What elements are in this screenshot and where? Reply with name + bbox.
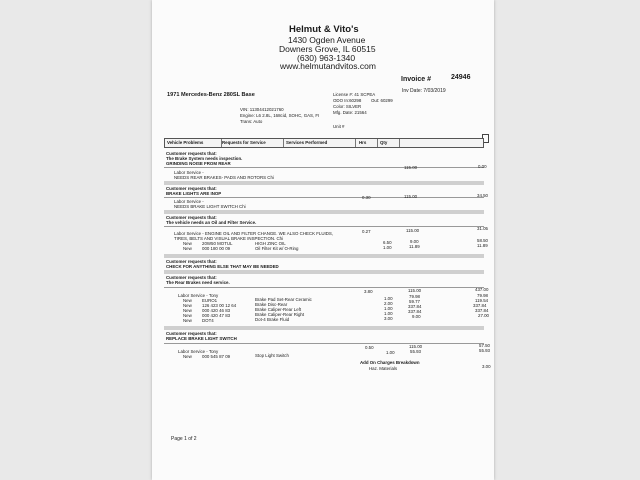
part-price: 59.77 (409, 299, 420, 304)
section-problem: REPLACE BRAKE LIGHT SWITCH (166, 336, 237, 341)
section-request: Customer requests that: (166, 331, 217, 336)
labor-total: 57.50 (479, 343, 490, 348)
add-on-amount: 3.00 (482, 364, 491, 369)
section-problem: The vehicle needs an Oil and Filter Service. (166, 220, 257, 225)
section-request: Customer requests that: (166, 186, 217, 191)
labor-rate: 115.00 (406, 228, 420, 233)
section-problem: CHECK FOR ANYTHING ELSE THAT MAY BE NEEDED (166, 264, 279, 269)
part-status: New (183, 303, 192, 308)
shop-phone: (630) 963-1340 (297, 53, 356, 63)
part-price: 55.93 (410, 349, 421, 354)
labor-hrs: 0.50 (365, 345, 374, 350)
labor-service: TIRES, BELTS AND VISUAL BRAKE INSPECTION. Chi (174, 236, 284, 241)
part-number: 000 420 47 83 (202, 313, 231, 318)
part-price: 79.98 (409, 294, 420, 299)
part-price: 9.00 (410, 239, 419, 244)
labor-hrs: 0.27 (362, 229, 371, 234)
invoice-date: Inv Date: 7/03/2019 (402, 88, 446, 94)
part-number: DOT4 (202, 318, 214, 323)
part-total: 119.54 (475, 298, 489, 303)
section-request: Customer requests that: (166, 215, 217, 220)
part-qty: 2.00 (384, 301, 393, 306)
vehicle-engine: Engine: L6 2.8L, 168cid, SOHC, GAS, FI (240, 113, 320, 118)
part-desc: Brake Disc-Rear (255, 302, 288, 307)
labor-service: Labor Service - Tony (178, 349, 219, 354)
part-status: New (183, 313, 192, 318)
col-services: Services Performed (286, 140, 328, 145)
labor-service: Labor Service - (174, 170, 204, 175)
labor-total: 437.00 (475, 287, 489, 292)
part-qty: 1.00 (384, 311, 393, 316)
part-total: 58.50 (477, 238, 488, 243)
section-problem: BRAKE LIGHTS ARE INOP (166, 191, 222, 196)
part-price: 11.89 (409, 244, 420, 249)
part-status: New (183, 241, 192, 246)
shop-address: 1430 Ogden Avenue (288, 35, 366, 45)
part-total: 337.84 (475, 308, 489, 313)
part-desc: HIGH ZINC OIL (255, 241, 286, 246)
col-qty: Qty (380, 140, 388, 145)
part-qty: 1.00 (383, 245, 392, 250)
shop-website: www.helmutandvitos.com (280, 61, 376, 71)
invoice-number: 24946 (451, 74, 471, 81)
labor-detail: NEEDS BRAKE LIGHT SWITCH Chi (174, 204, 246, 209)
labor-rate: 115.00 (404, 165, 418, 170)
part-number: 000 545 87 09 (202, 354, 231, 359)
part-status: New (183, 318, 192, 323)
labor-rate: 115.00 (404, 194, 418, 199)
part-number: 000 420 46 83 (202, 308, 231, 313)
part-status: New (183, 298, 192, 303)
section-problem: The Brake System needs inspection. (166, 156, 243, 161)
labor-rate: 115.00 (409, 344, 423, 349)
labor-hrs: 3.80 (364, 289, 373, 294)
part-qty: 1.00 (384, 296, 393, 301)
part-qty: 1.00 (384, 306, 393, 311)
part-desc: Brake Caliper-Rear Right (255, 312, 305, 317)
part-qty: 6.50 (383, 240, 392, 245)
labor-total: 31.05 (477, 226, 488, 231)
col-hrs: Hrs (359, 140, 367, 145)
part-desc: Oil Filter Kit w/ O-Ring (255, 246, 299, 251)
labor-service: Labor Service - ENGINE OIL AND FILTER CHANGE. WE ALSO CHECK FLUIDS, (174, 231, 334, 236)
page-indicator: Page 1 of 2 (171, 436, 197, 442)
part-price: 337.84 (408, 309, 422, 314)
part-qty: 1.00 (386, 350, 395, 355)
section-request: Customer requests that: (166, 151, 217, 156)
vehicle-title: 1971 Mercedes-Benz 280SL Base (167, 92, 255, 98)
labor-total: 34.50 (477, 193, 488, 198)
col-requests: Requests for Service (222, 140, 266, 145)
section-request: Customer requests that: (166, 275, 217, 280)
labor-detail: NEEDS REAR BRAKES- PADS AND ROTORS Chi (174, 175, 274, 180)
vehicle-color: Color: SILVER (333, 104, 362, 109)
add-on-label: Haz. Materials (369, 366, 398, 371)
vehicle-vin: VIN: 11304412021760 (240, 107, 284, 112)
part-total: 79.98 (477, 293, 488, 298)
vehicle-trans: Trans: Auto (240, 119, 263, 124)
vehicle-odo-in: ODO In:60298 (333, 98, 362, 103)
part-status: New (183, 308, 192, 313)
section-request: Customer requests that: (166, 259, 217, 264)
part-price: 9.00 (412, 314, 421, 319)
part-desc: Brake Pad Set-Rear Ceramic (255, 297, 312, 302)
col-vehicle-problems: Vehicle Problems (167, 140, 204, 145)
section-problem: The Rear Brakes need service. (166, 280, 230, 285)
part-number: 126 423 00 12 64 (202, 303, 237, 308)
part-qty: 3.00 (384, 316, 393, 321)
vehicle-unit: Unit # (333, 124, 345, 129)
part-desc: Stop Light Switch (255, 353, 289, 358)
labor-hrs: 0.30 (362, 195, 371, 200)
part-total: 337.84 (473, 303, 487, 308)
labor-service: Labor Service - (174, 199, 204, 204)
vehicle-license: License #: 41 SCPEA (333, 92, 376, 97)
labor-rate: 115.00 (408, 288, 422, 293)
labor-service: Labor Service - Tony (178, 293, 219, 298)
vehicle-mfg-date: Mfg. Date: 21564 (333, 110, 367, 115)
part-desc: Dot-4 Brake Fluid (255, 317, 290, 322)
part-total: 11.89 (477, 243, 488, 248)
invoice-label: Invoice # (401, 76, 431, 83)
part-status: New (183, 354, 192, 359)
labor-total: 0.00 (478, 164, 487, 169)
part-total: 27.00 (478, 313, 489, 318)
vehicle-odo-out: Out: 60299 (371, 98, 393, 103)
part-desc: Brake Caliper-Rear Left (255, 307, 302, 312)
part-price: 337.84 (408, 304, 422, 309)
shop-name: Helmut & Vito's (289, 24, 359, 35)
section-problem: GRINDING NOISE FROM REAR (166, 161, 231, 166)
part-status: New (183, 246, 192, 251)
part-total: 55.93 (479, 348, 490, 353)
shop-city: Downers Grove, IL 60515 (279, 44, 376, 54)
add-on-title: Add On Charges Breakdown (360, 360, 420, 365)
part-number: 20W50 MOTUL (202, 241, 233, 246)
part-number: 000 180 00 09 (202, 246, 231, 251)
part-number: EURO1 (202, 298, 218, 303)
